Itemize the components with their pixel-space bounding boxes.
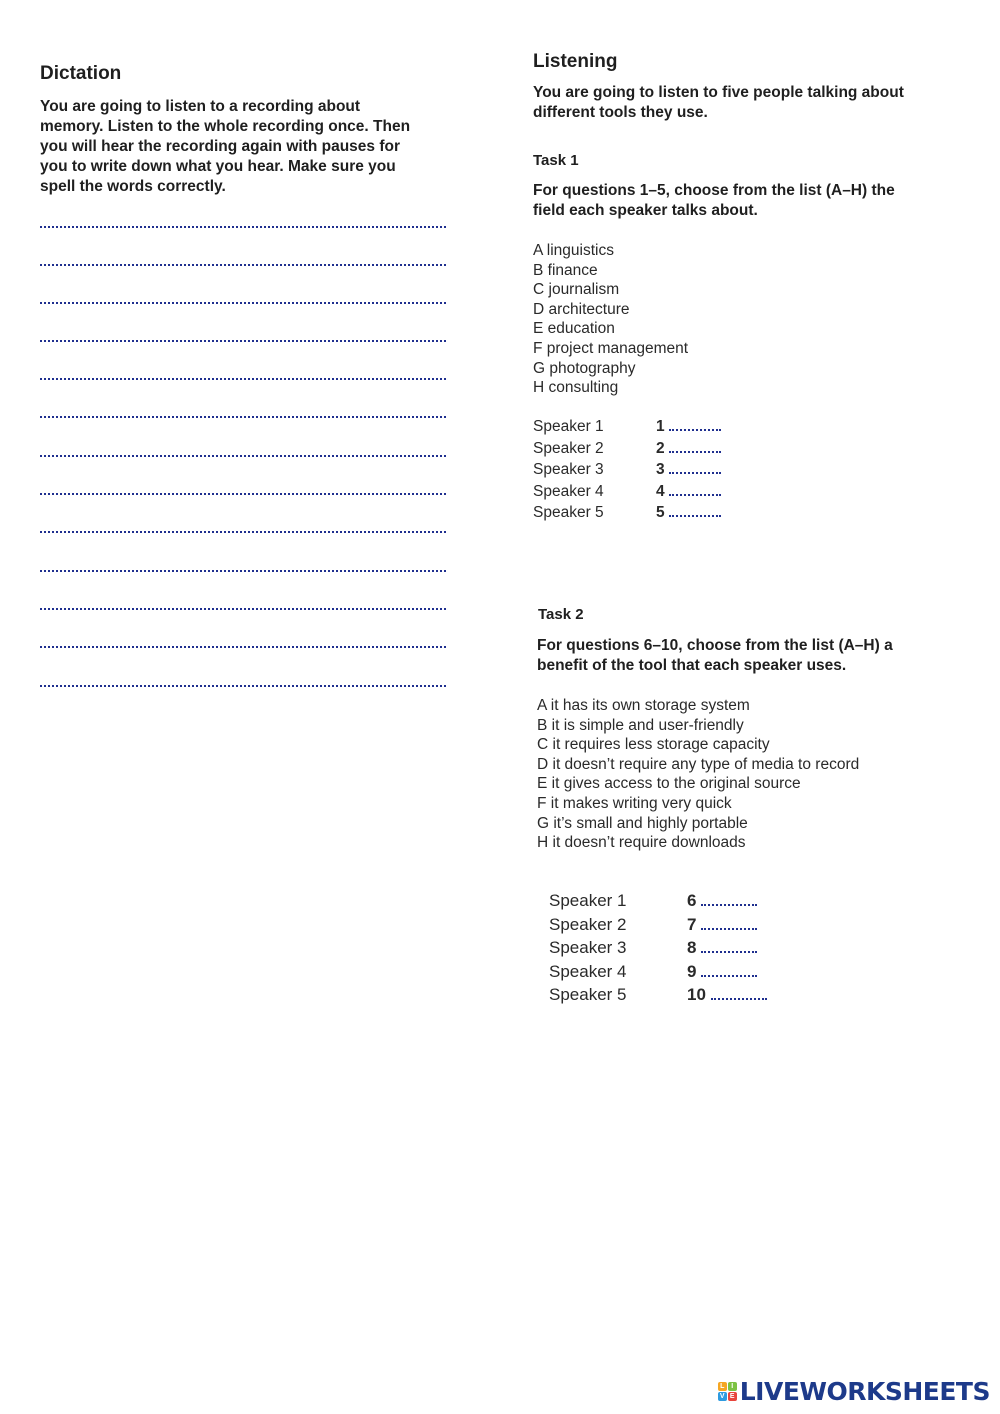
dictation-instructions-line: spell the words correctly. — [40, 178, 226, 195]
logo-tile: I — [728, 1382, 737, 1391]
listening-section — [533, 51, 973, 123]
question-number — [656, 483, 721, 501]
task1-option: C journalism — [533, 281, 620, 299]
question-number-text: 1 — [656, 418, 665, 435]
dictation-answer-line[interactable] — [40, 493, 446, 495]
dictation-answer-line[interactable] — [40, 455, 446, 457]
speaker-label: Speaker 1 — [549, 891, 627, 910]
task1-options — [533, 241, 688, 398]
task2-speaker-row — [549, 962, 789, 984]
dictation-instructions-line: you will hear the recording again with pauses for — [40, 138, 401, 155]
task2-speaker-row — [549, 938, 789, 960]
question-number-text: 3 — [656, 461, 665, 478]
question-number-text: 4 — [656, 482, 665, 500]
answer-blank[interactable] — [701, 904, 757, 906]
answer-blank[interactable] — [669, 451, 721, 453]
task2-option: A it has its own storage system — [537, 697, 750, 714]
listening-instructions-line: different tools they use. — [533, 104, 708, 121]
dictation-instructions-line: memory. Listen to the whole recording once. Then — [40, 118, 411, 135]
dictation-title: Dictation — [40, 63, 122, 84]
task2-speaker-row — [549, 985, 789, 1007]
dictation-section — [40, 63, 470, 197]
dictation-instructions — [40, 97, 470, 197]
listening-instructions-line: You are going to listen to five people talking about — [533, 84, 904, 101]
speaker-label: Speaker 4 — [549, 961, 627, 981]
liveworksheets-logo-icon — [718, 1382, 737, 1401]
question-number — [687, 891, 757, 911]
logo-text: LIVEWORKSHEETS — [739, 1376, 990, 1406]
task2-option: B it is simple and user-friendly — [537, 716, 744, 734]
task2-option: E it gives access to the original source — [537, 775, 801, 793]
task1-speaker-row — [533, 461, 753, 481]
question-number — [687, 915, 757, 935]
task2-speakers — [549, 891, 789, 1011]
dictation-answer-line[interactable] — [40, 646, 446, 648]
dictation-instructions-line: You are going to listen to a recording about — [40, 98, 361, 115]
task1-speakers — [533, 418, 753, 528]
task1-option: H consulting — [533, 379, 619, 397]
speaker-label: Speaker 3 — [549, 938, 627, 957]
task2-speaker-row — [549, 915, 789, 937]
task2-instructions-line: For questions 6–10, choose from the list (A–H) a — [537, 637, 893, 654]
task2-option: F it makes writing very quick — [537, 794, 732, 812]
task1-instructions-line: For questions 1–5, choose from the list (A–H) the — [533, 182, 895, 199]
task2-options — [537, 696, 859, 853]
question-number-text: 8 — [687, 938, 697, 957]
dictation-answer-line[interactable] — [40, 531, 446, 533]
question-number — [656, 440, 721, 458]
speaker-label: Speaker 3 — [533, 461, 604, 478]
task1-speaker-row — [533, 440, 753, 460]
speaker-label: Speaker 1 — [533, 418, 604, 435]
task1-title: Task 1 — [533, 152, 579, 169]
logo-tile: E — [728, 1392, 737, 1401]
speaker-label: Speaker 5 — [533, 504, 604, 521]
task1-option: E education — [533, 320, 615, 338]
logo-tile: L — [718, 1382, 727, 1391]
task2-option: G it’s small and highly portable — [537, 814, 748, 832]
task1-instructions — [533, 181, 973, 221]
speaker-label: Speaker 4 — [533, 482, 604, 500]
listening-instructions — [533, 83, 973, 123]
task2-option: D it doesn’t require any type of media to record — [537, 755, 860, 773]
dictation-answer-line[interactable] — [40, 570, 446, 572]
question-number-text: 9 — [687, 961, 697, 981]
task2-instructions-line: benefit of the tool that each speaker uses. — [537, 657, 847, 674]
task1-option: D architecture — [533, 300, 630, 318]
task2-title: Task 2 — [538, 606, 584, 623]
question-number-text: 6 — [687, 891, 697, 910]
dictation-answer-line[interactable] — [40, 226, 446, 228]
task1-option: G photography — [533, 359, 636, 377]
dictation-answer-line[interactable] — [40, 340, 446, 342]
task2-option: C it requires less storage capacity — [537, 736, 770, 754]
question-number — [687, 985, 767, 1005]
task1-option: B finance — [533, 261, 598, 279]
question-number — [656, 461, 721, 479]
listening-title: Listening — [533, 51, 618, 72]
question-number — [687, 938, 757, 958]
question-number — [656, 418, 721, 436]
question-number-text: 10 — [687, 985, 706, 1004]
question-number-text: 7 — [687, 914, 697, 934]
task1-speaker-row — [533, 483, 753, 503]
answer-blank[interactable] — [701, 951, 757, 953]
answer-blank[interactable] — [701, 928, 757, 930]
dictation-answer-line[interactable] — [40, 416, 446, 418]
logo-tile: V — [718, 1392, 727, 1401]
answer-blank[interactable] — [669, 472, 721, 474]
task1-speaker-row — [533, 418, 753, 438]
question-number — [687, 962, 757, 982]
task1-speaker-row — [533, 504, 753, 524]
speaker-label: Speaker 2 — [533, 439, 604, 457]
dictation-answer-line[interactable] — [40, 302, 446, 304]
speaker-label: Speaker 5 — [549, 985, 627, 1004]
speaker-label: Speaker 2 — [549, 914, 627, 934]
liveworksheets-logo[interactable] — [718, 1376, 990, 1406]
question-number-text: 2 — [656, 439, 665, 457]
task1-option: A linguistics — [533, 242, 614, 259]
answer-blank[interactable] — [701, 975, 757, 977]
answer-blank[interactable] — [669, 494, 721, 496]
dictation-answer-line[interactable] — [40, 378, 446, 380]
task2-instructions — [537, 636, 977, 676]
task1-instructions-line: field each speaker talks about. — [533, 202, 758, 219]
task1-option: F project management — [533, 339, 689, 357]
dictation-answer-line[interactable] — [40, 608, 446, 610]
task2-speaker-row — [549, 891, 789, 913]
answer-blank[interactable] — [669, 515, 721, 517]
question-number-text: 5 — [656, 504, 665, 521]
dictation-instructions-line: you to write down what you hear. Make sure you — [40, 158, 396, 175]
question-number — [656, 504, 721, 522]
answer-blank[interactable] — [711, 998, 767, 1000]
dictation-answer-line[interactable] — [40, 685, 446, 687]
task2-option: H it doesn’t require downloads — [537, 834, 746, 852]
dictation-answer-line[interactable] — [40, 264, 446, 266]
answer-blank[interactable] — [669, 429, 721, 431]
